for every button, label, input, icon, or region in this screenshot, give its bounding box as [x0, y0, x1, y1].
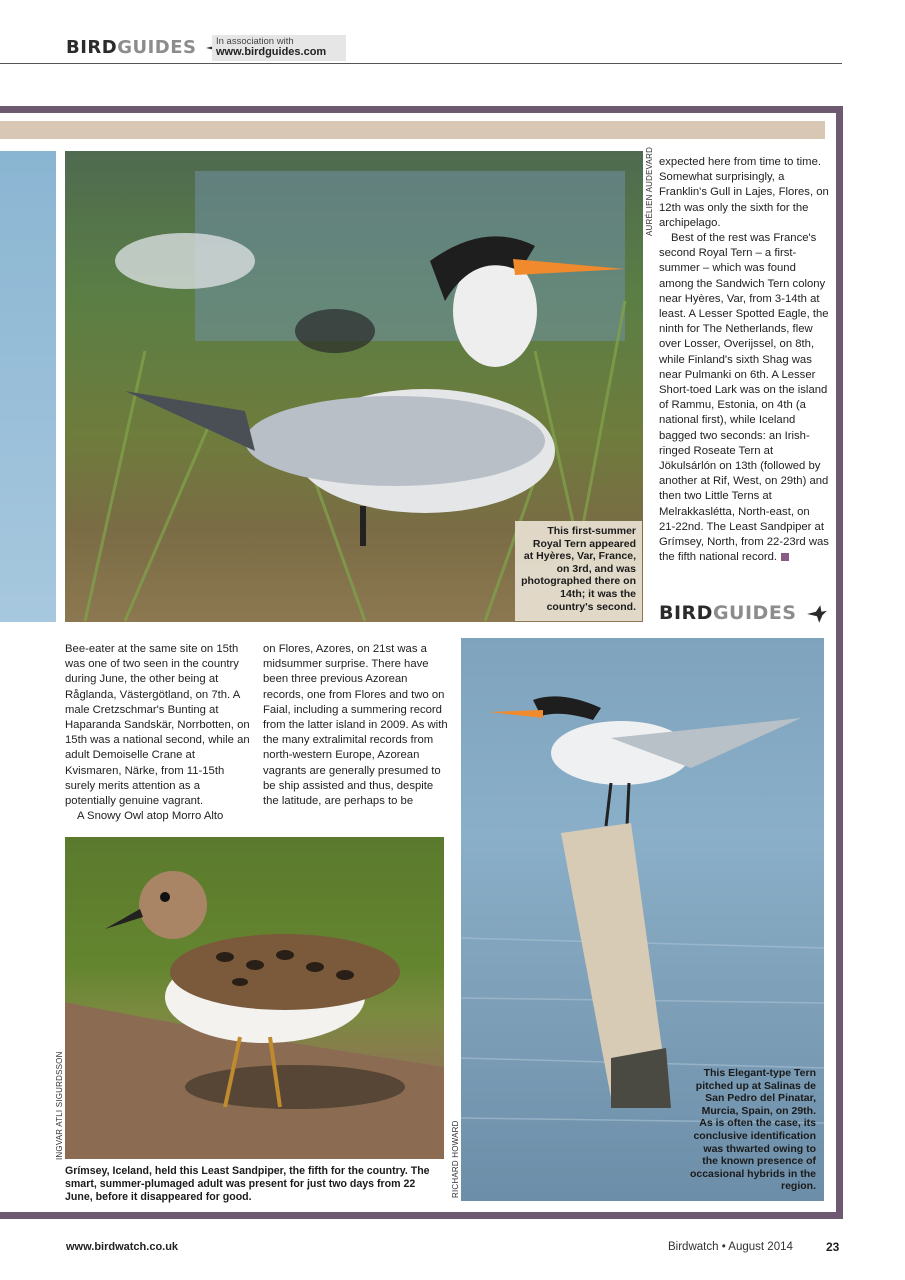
elegant-tern-caption: This Elegant-type Tern pitched up at Salinas de San Pedro del Pinatar, Murcia, Spain, on 29th. As is often the case, its conclusive identification was thwarted owing to the known presence of occasional hybrids in the region. [689, 1067, 816, 1193]
royal-tern-credit: AURÉLIEN AUDEVARD [645, 146, 654, 236]
adjacent-photo-strip [0, 151, 56, 622]
frame-bottom [0, 1212, 843, 1219]
association-label: In association with [216, 36, 294, 47]
end-mark-square [781, 553, 789, 561]
frame-right [836, 106, 843, 1219]
footer-url[interactable]: www.birdwatch.co.uk [66, 1241, 179, 1253]
royal-tern-caption: This first-summer Royal Tern appeared at Hyères, Var, France, on 3rd, and was photographed there on 14th; it was the country's second. [515, 521, 642, 621]
least-sandpiper-caption: Grímsey, Iceland, held this Least Sandpiper, the fifth for the country. The smart, summer-plumaged adult was present for just two days from 22 June, before it disappeared for good. [65, 1165, 430, 1204]
article-paragraph: Bee-eater at the same site on 15th was one of two seen in the country during June, the other being at Råglanda, Västergötland, on 7th. A male Cretzschmar's Bunting at Haparanda Sandskär, Norrbotten, on 15th was a national second, while an adult Demoiselle Crane at Kvismaren, Närke, from 11-15th surely merits attention as a potentially genuine vagrant. [65, 643, 250, 808]
page-number: 23 [826, 1240, 840, 1254]
association-url[interactable]: www.birdguides.com [216, 46, 327, 58]
article-column-right [659, 155, 829, 565]
bird-silhouette-icon [806, 604, 828, 624]
article-column-middle [263, 642, 451, 809]
section-band [0, 121, 825, 139]
header-rule [0, 63, 842, 64]
elegant-tern-credit: RICHARD HOWARD [451, 1120, 460, 1198]
association-banner [212, 35, 346, 61]
article-paragraph: Best of the rest was France's second Royal Tern – a first-summer – which was found among the Sandwich Tern colony near Hyères, Var, from 3-14th at least. A Lesser Spotted Eagle, the ninth for The Netherlands, flew over Losser, Overijssel, on 8th, while Finland's sixth Shag was near Pulmanki on 6th. A Lesser Short-toed Lark was on the island of Rammu, Estonia, on 4th (a national first), while Iceland bagged two seconds: an Irish-ringed Roseate Tern at Jökulsárlón on 13th (followed by another at Rif, West, on 29th) and then two Little Terns at Melrakkaslétta, North-east, on 21-22nd. The Least Sandpiper at Grímsey, North, from 22-23rd was the fifth national record. [659, 232, 829, 564]
birdguides-end-logo: BIRDGUIDES [659, 602, 828, 624]
frame-top [0, 106, 843, 113]
least-sandpiper-photo [65, 837, 444, 1159]
least-sandpiper-credit: INGVAR ATLI SIGURDSSON [55, 1051, 64, 1160]
birdguides-logo: BIRDGUIDES [66, 38, 225, 58]
least-sandpiper-illustration [65, 837, 444, 1159]
footer-issue: Birdwatch • August 2014 [668, 1241, 793, 1253]
article-column-left [65, 642, 253, 824]
article-paragraph: A Snowy Owl atop Morro Alto [77, 810, 224, 823]
article-paragraph: on Flores, Azores, on 21st was a midsummer surprise. There have been three previous Azorean records, one from Flores and two on Faial, including a summering record from the latter island in 2009. As with the many extralimital records from north-western Europe, Azorean vagrants are generally presumed to be ship assisted and thus, despite the latitude, are perhaps to be [263, 643, 448, 808]
article-paragraph: expected here from time to time. Somewhat surprisingly, a Franklin's Gull in Lajes, Flores, on 12th was only the sixth for the archipelago. [659, 156, 829, 229]
